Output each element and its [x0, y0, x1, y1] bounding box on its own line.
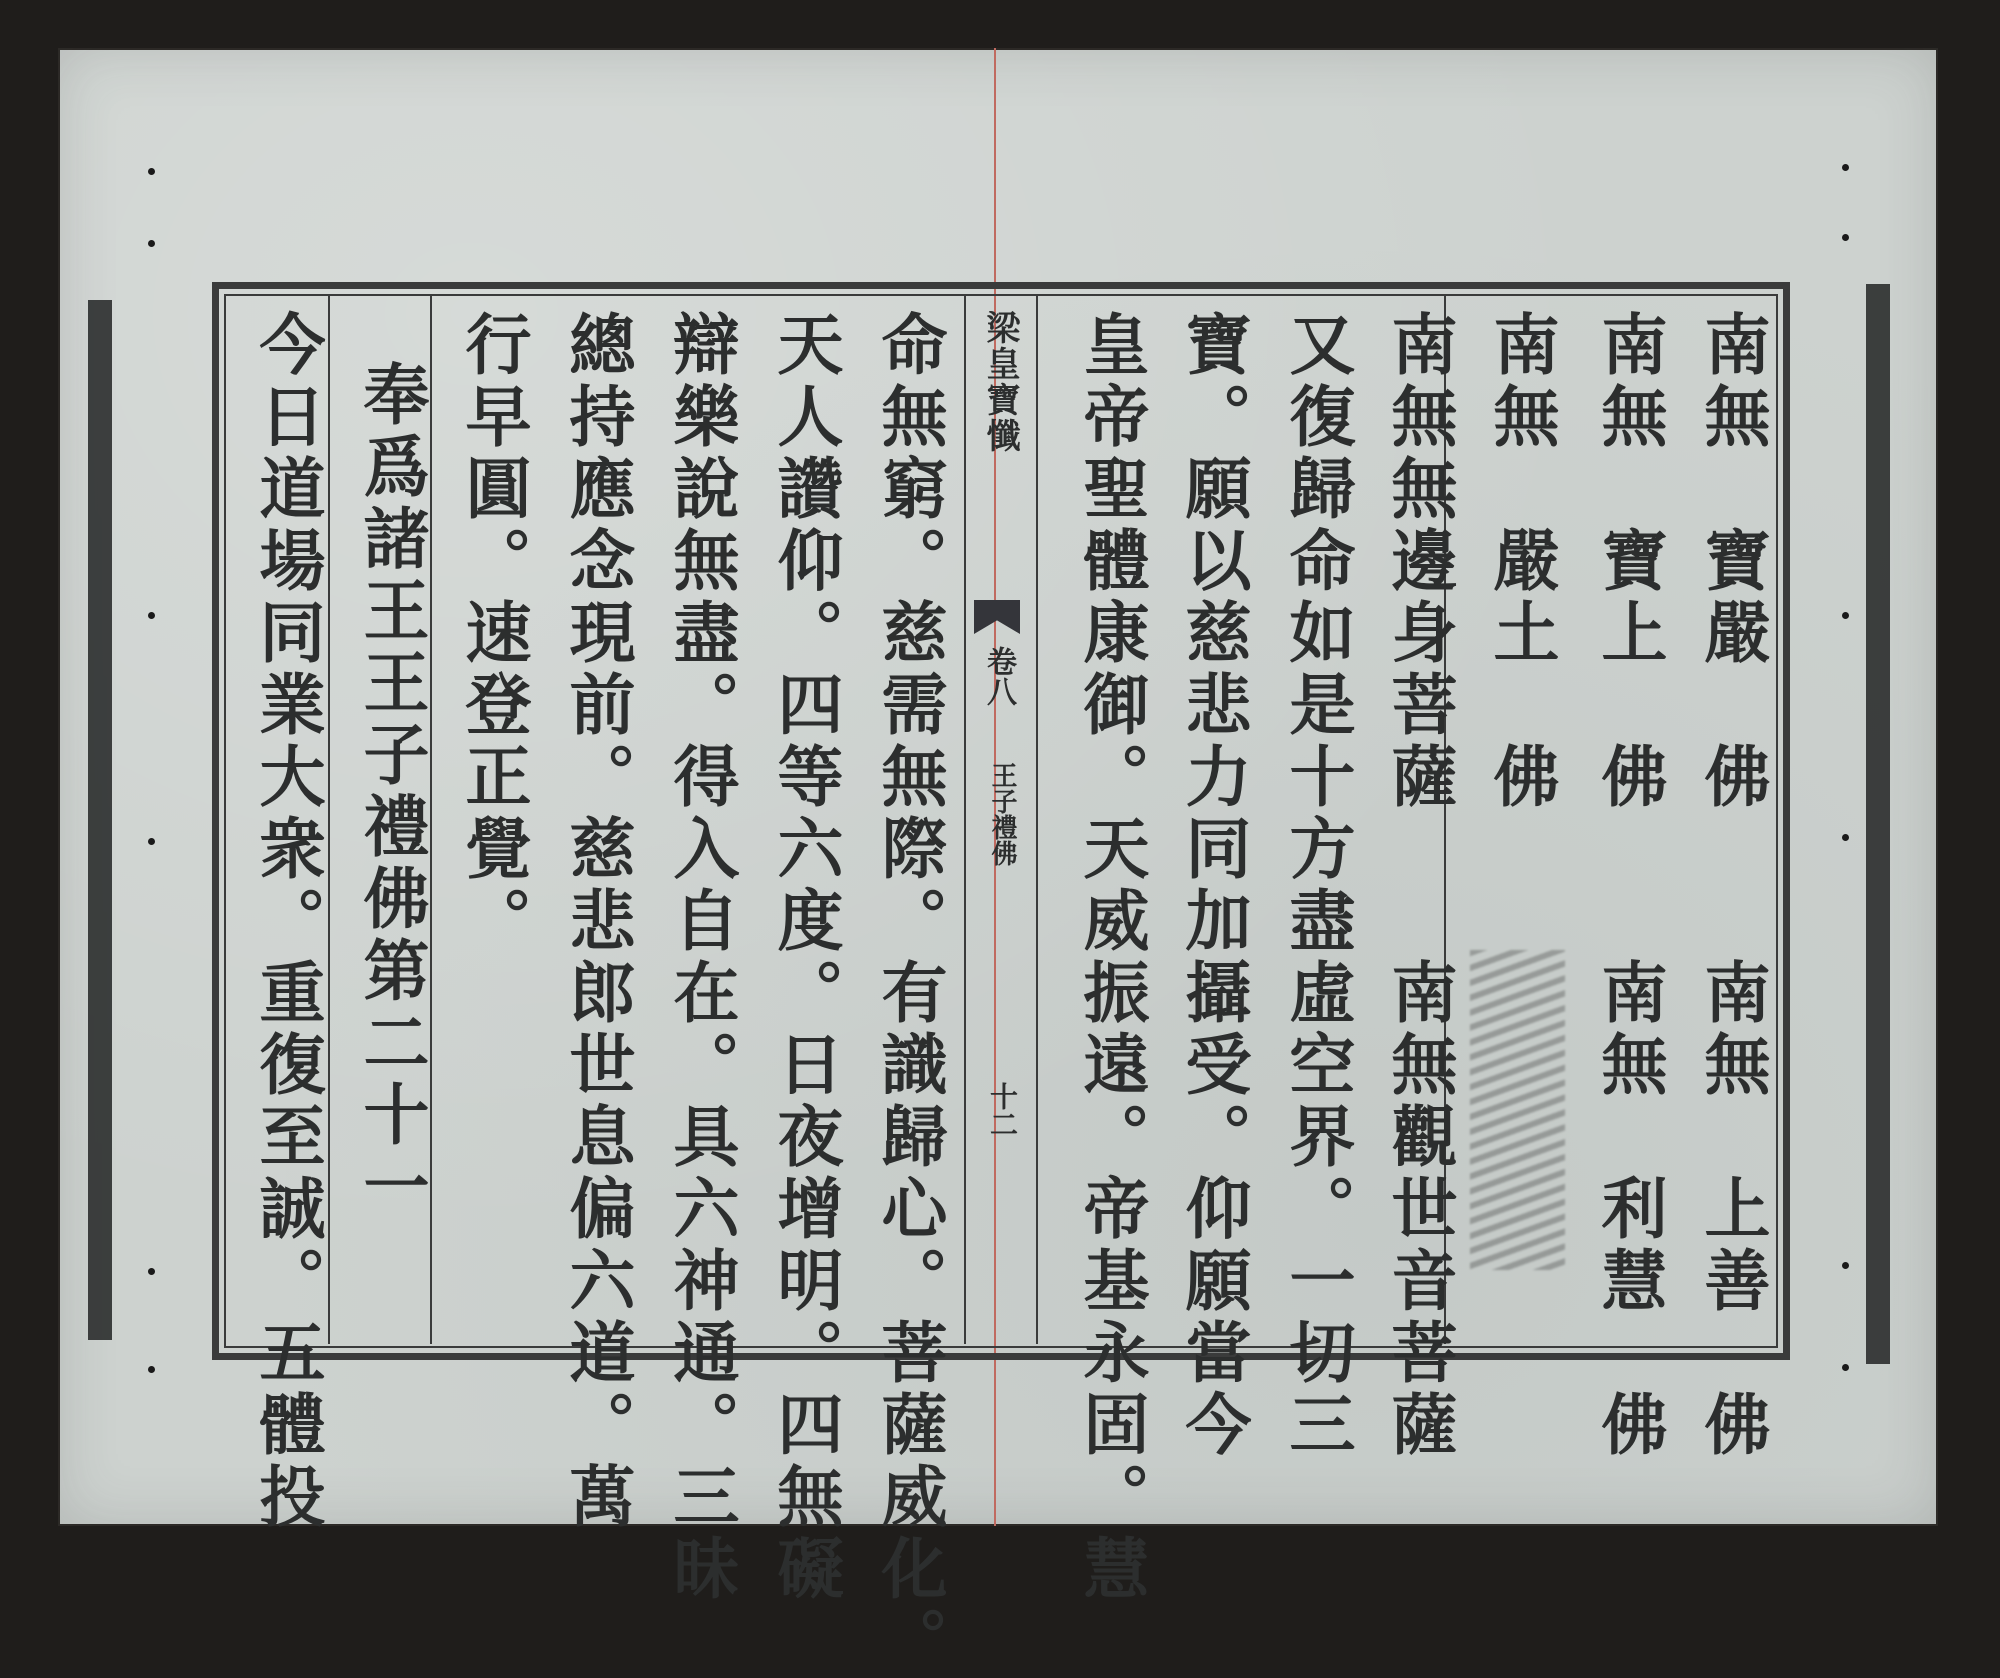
- binding-hole: [148, 168, 155, 175]
- text-column-7: 皇帝聖體康御。天威振遠。帝基永固。慧: [1072, 310, 1150, 1606]
- binding-hole: [148, 612, 155, 619]
- text-column-14: 今日道場同業大衆。重復至誠。五體投: [248, 310, 326, 1534]
- binding-hole: [1842, 834, 1849, 841]
- binding-hole: [1842, 1364, 1849, 1371]
- binding-hole: [148, 1268, 155, 1275]
- binding-hole: [1842, 234, 1849, 241]
- center-volume: 卷八: [981, 646, 1016, 706]
- text-column-10: 辯樂說無盡。得入自在。具六神通。三昧: [662, 310, 740, 1606]
- text-column-9: 天人讚仰。四等六度。日夜增明。四無礙: [766, 310, 844, 1606]
- center-section: 王子禮佛: [987, 762, 1017, 866]
- center-title: 梁皇寶懺: [980, 310, 1020, 454]
- right-ink-bar: [1866, 284, 1890, 1364]
- center-page-number: 十二: [986, 1082, 1019, 1138]
- center-margin: [968, 296, 1030, 1344]
- binding-hole: [148, 1366, 155, 1373]
- binding-hole: [1842, 164, 1849, 171]
- text-column-2: 南無 寶上 佛 南無 利慧 佛: [1590, 310, 1668, 1462]
- text-column-6: 寶。願以慈悲力同加攝受。仰願當今: [1174, 310, 1252, 1462]
- text-column-13: 奉爲諸王王子禮佛第二十一: [352, 360, 430, 1224]
- left-ink-bar: [88, 300, 112, 1340]
- text-column-11: 總持應念現前。慈悲郎世息偏六道。萬: [558, 310, 636, 1534]
- column-rule: [1036, 296, 1038, 1344]
- column-rule: [964, 296, 966, 1344]
- text-column-5: 又復歸命如是十方盡虛空界。一切三: [1278, 310, 1356, 1462]
- text-column-4: 南無無邊身菩薩 南無觀世音菩薩: [1380, 310, 1458, 1462]
- text-column-1: 南無 寶嚴 佛 南無 上善 佛: [1693, 310, 1771, 1462]
- text-column-12: 行早圓。速登正覺。: [454, 310, 532, 958]
- binding-hole: [1842, 612, 1849, 619]
- binding-hole: [148, 838, 155, 845]
- binding-hole: [1842, 1262, 1849, 1269]
- text-column-8: 命無窮。慈需無際。有識歸心。菩薩威化。: [870, 310, 948, 1678]
- binding-hole: [148, 240, 155, 247]
- text-column-3: 南無 嚴土 佛: [1482, 310, 1560, 814]
